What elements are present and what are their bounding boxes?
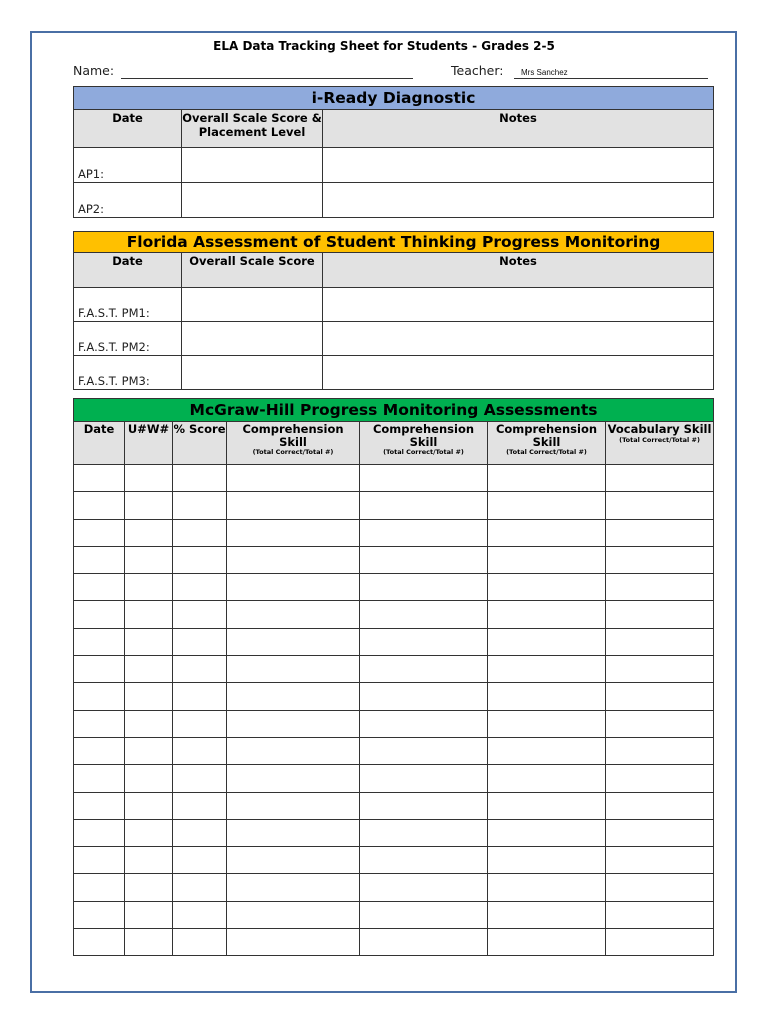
entry-cell[interactable] (173, 765, 227, 792)
name-field[interactable] (121, 78, 413, 79)
entry-cell[interactable] (227, 765, 360, 792)
entry-cell[interactable] (227, 819, 360, 846)
entry-cell[interactable] (360, 656, 488, 683)
table-row (74, 183, 714, 218)
entry-cell[interactable] (173, 492, 227, 519)
table-row (74, 765, 714, 792)
entry-cell[interactable] (227, 874, 360, 901)
entry-cell[interactable] (173, 874, 227, 901)
table-row (74, 929, 714, 956)
iready-col-date: Date (74, 110, 182, 148)
entry-cell[interactable] (125, 465, 173, 492)
table-row (74, 710, 714, 737)
name-label: Name: (73, 63, 115, 78)
entry-cell[interactable] (173, 929, 227, 956)
entry-cell[interactable] (606, 929, 714, 956)
iready-table (73, 86, 714, 218)
entry-cell[interactable] (173, 465, 227, 492)
entry-cell[interactable] (74, 683, 125, 710)
entry-cell[interactable] (227, 492, 360, 519)
entry-cell[interactable] (360, 710, 488, 737)
entry-cell[interactable] (606, 874, 714, 901)
entry-cell[interactable] (74, 847, 125, 874)
score-cell[interactable] (182, 288, 323, 322)
entry-cell[interactable] (74, 656, 125, 683)
entry-cell[interactable] (488, 929, 606, 956)
entry-cell[interactable] (125, 601, 173, 628)
entry-cell[interactable] (74, 901, 125, 928)
table-row (74, 601, 714, 628)
table-row (74, 847, 714, 874)
score-cell[interactable] (182, 148, 323, 183)
entry-cell[interactable] (74, 574, 125, 601)
entry-cell[interactable] (606, 710, 714, 737)
entry-cell[interactable] (173, 601, 227, 628)
score-cell[interactable] (182, 356, 323, 390)
row-label: F.A.S.T. PM3: (74, 356, 182, 390)
table-row (74, 874, 714, 901)
score-cell[interactable] (182, 322, 323, 356)
notes-cell[interactable] (323, 183, 714, 218)
entry-cell[interactable] (488, 574, 606, 601)
entry-cell[interactable] (606, 656, 714, 683)
entry-cell[interactable] (606, 683, 714, 710)
entry-cell[interactable] (488, 683, 606, 710)
entry-cell[interactable] (227, 710, 360, 737)
entry-cell[interactable] (360, 492, 488, 519)
entry-cell[interactable] (488, 737, 606, 764)
entry-cell[interactable] (125, 765, 173, 792)
entry-cell[interactable] (125, 737, 173, 764)
entry-cell[interactable] (488, 792, 606, 819)
entry-cell[interactable] (488, 847, 606, 874)
entry-cell[interactable] (227, 683, 360, 710)
entry-cell[interactable] (488, 819, 606, 846)
entry-cell[interactable] (606, 465, 714, 492)
entry-cell[interactable] (227, 546, 360, 573)
entry-cell[interactable] (74, 601, 125, 628)
table-row (74, 546, 714, 573)
entry-cell[interactable] (606, 737, 714, 764)
entry-cell[interactable] (488, 628, 606, 655)
entry-cell[interactable] (488, 656, 606, 683)
entry-cell[interactable] (227, 792, 360, 819)
entry-cell[interactable] (227, 929, 360, 956)
name-teacher-line (73, 63, 713, 81)
mcgraw-title: McGraw-Hill Progress Monitoring Assessments (74, 399, 714, 422)
entry-cell[interactable] (606, 628, 714, 655)
iready-col-score: Overall Scale Score & Placement Level (182, 110, 323, 148)
entry-cell[interactable] (227, 901, 360, 928)
row-label: AP1: (74, 148, 182, 183)
mcgraw-col-vocabulary: Vocabulary Skill (Total Correct/Total #) (606, 422, 714, 465)
entry-cell[interactable] (360, 874, 488, 901)
entry-cell[interactable] (488, 465, 606, 492)
table-row (74, 322, 714, 356)
table-row (74, 901, 714, 928)
entry-cell[interactable] (606, 601, 714, 628)
table-row (74, 628, 714, 655)
table-row (74, 792, 714, 819)
table-row (74, 737, 714, 764)
entry-cell[interactable] (360, 847, 488, 874)
entry-cell[interactable] (173, 847, 227, 874)
mcgraw-table (73, 398, 714, 956)
entry-cell[interactable] (227, 847, 360, 874)
entry-cell[interactable] (125, 710, 173, 737)
entry-cell[interactable] (606, 546, 714, 573)
entry-cell[interactable] (606, 574, 714, 601)
entry-cell[interactable] (488, 492, 606, 519)
entry-cell[interactable] (125, 792, 173, 819)
iready-title: i-Ready Diagnostic (74, 87, 714, 110)
entry-cell[interactable] (74, 492, 125, 519)
entry-cell[interactable] (74, 874, 125, 901)
entry-cell[interactable] (488, 546, 606, 573)
entry-cell[interactable] (360, 601, 488, 628)
fast-col-date: Date (74, 253, 182, 288)
entry-cell[interactable] (488, 765, 606, 792)
entry-cell[interactable] (125, 874, 173, 901)
entry-cell[interactable] (227, 656, 360, 683)
entry-cell[interactable] (74, 710, 125, 737)
entry-cell[interactable] (606, 519, 714, 546)
entry-cell[interactable] (488, 519, 606, 546)
entry-cell[interactable] (74, 765, 125, 792)
entry-cell[interactable] (74, 519, 125, 546)
fast-title: Florida Assessment of Student Thinking Progress Monitoring (74, 232, 714, 253)
entry-cell[interactable] (488, 901, 606, 928)
row-label: F.A.S.T. PM2: (74, 322, 182, 356)
notes-cell[interactable] (323, 148, 714, 183)
entry-cell[interactable] (74, 819, 125, 846)
notes-cell[interactable] (323, 356, 714, 390)
entry-cell[interactable] (173, 792, 227, 819)
entry-cell[interactable] (173, 546, 227, 573)
entry-cell[interactable] (227, 465, 360, 492)
entry-cell[interactable] (360, 628, 488, 655)
entry-cell[interactable] (125, 819, 173, 846)
entry-cell[interactable] (125, 574, 173, 601)
entry-cell[interactable] (606, 819, 714, 846)
entry-cell[interactable] (74, 737, 125, 764)
mcgraw-col-percent-score: % Score (173, 422, 227, 465)
entry-cell[interactable] (173, 574, 227, 601)
entry-cell[interactable] (360, 819, 488, 846)
entry-cell[interactable] (125, 683, 173, 710)
mcgraw-col-comprehension-2: Comprehension Skill (Total Correct/Total #) (360, 422, 488, 465)
entry-cell[interactable] (74, 628, 125, 655)
table-row (74, 574, 714, 601)
entry-cell[interactable] (125, 628, 173, 655)
iready-col-notes: Notes (323, 110, 714, 148)
entry-cell[interactable] (227, 519, 360, 546)
fast-col-score: Overall Scale Score (182, 253, 323, 288)
table-row (74, 683, 714, 710)
entry-cell[interactable] (360, 519, 488, 546)
fast-col-notes: Notes (323, 253, 714, 288)
entry-cell[interactable] (74, 792, 125, 819)
entry-cell[interactable] (360, 546, 488, 573)
entry-cell[interactable] (360, 574, 488, 601)
entry-cell[interactable] (173, 710, 227, 737)
entry-cell[interactable] (227, 574, 360, 601)
entry-cell[interactable] (606, 847, 714, 874)
entry-cell[interactable] (125, 847, 173, 874)
table-row (74, 656, 714, 683)
fast-table (73, 231, 714, 390)
notes-cell[interactable] (323, 322, 714, 356)
mcgraw-col-unit-week: U#W# (125, 422, 173, 465)
table-row (74, 148, 714, 183)
row-label: AP2: (74, 183, 182, 218)
entry-cell[interactable] (173, 628, 227, 655)
mcgraw-col-date: Date (74, 422, 125, 465)
entry-cell[interactable] (360, 765, 488, 792)
entry-cell[interactable] (173, 519, 227, 546)
entry-cell[interactable] (227, 628, 360, 655)
entry-cell[interactable] (173, 901, 227, 928)
entry-cell[interactable] (125, 656, 173, 683)
entry-cell[interactable] (227, 601, 360, 628)
entry-cell[interactable] (606, 492, 714, 519)
entry-cell[interactable] (125, 546, 173, 573)
notes-cell[interactable] (323, 288, 714, 322)
entry-cell[interactable] (488, 874, 606, 901)
entry-cell[interactable] (125, 492, 173, 519)
entry-cell[interactable] (173, 819, 227, 846)
entry-cell[interactable] (606, 792, 714, 819)
entry-cell[interactable] (360, 792, 488, 819)
entry-cell[interactable] (74, 546, 125, 573)
entry-cell[interactable] (360, 929, 488, 956)
entry-cell[interactable] (227, 737, 360, 764)
mcgraw-col-comprehension-3: Comprehension Skill (Total Correct/Total #) (488, 422, 606, 465)
table-row (74, 519, 714, 546)
entry-cell[interactable] (488, 601, 606, 628)
entry-cell[interactable] (173, 683, 227, 710)
document-title: ELA Data Tracking Sheet for Students - Grades 2-5 (213, 39, 555, 53)
entry-cell[interactable] (125, 519, 173, 546)
table-row (74, 819, 714, 846)
entry-cell[interactable] (74, 929, 125, 956)
entry-cell[interactable] (173, 656, 227, 683)
teacher-label: Teacher: (451, 63, 504, 78)
entry-cell[interactable] (173, 737, 227, 764)
entry-cell[interactable] (606, 901, 714, 928)
entry-cell[interactable] (360, 901, 488, 928)
mcgraw-col-comprehension-1: Comprehension Skill (Total Correct/Total #) (227, 422, 360, 465)
entry-cell[interactable] (606, 765, 714, 792)
table-row (74, 492, 714, 519)
score-cell[interactable] (182, 183, 323, 218)
teacher-value: Mrs Sanchez (521, 68, 568, 77)
entry-cell[interactable] (360, 465, 488, 492)
row-label: F.A.S.T. PM1: (74, 288, 182, 322)
entry-cell[interactable] (125, 929, 173, 956)
entry-cell[interactable] (125, 901, 173, 928)
entry-cell[interactable] (360, 683, 488, 710)
entry-cell[interactable] (74, 465, 125, 492)
table-row (74, 288, 714, 322)
entry-cell[interactable] (360, 737, 488, 764)
entry-cell[interactable] (488, 710, 606, 737)
table-row (74, 356, 714, 390)
teacher-field[interactable] (514, 78, 708, 79)
table-row (74, 465, 714, 492)
